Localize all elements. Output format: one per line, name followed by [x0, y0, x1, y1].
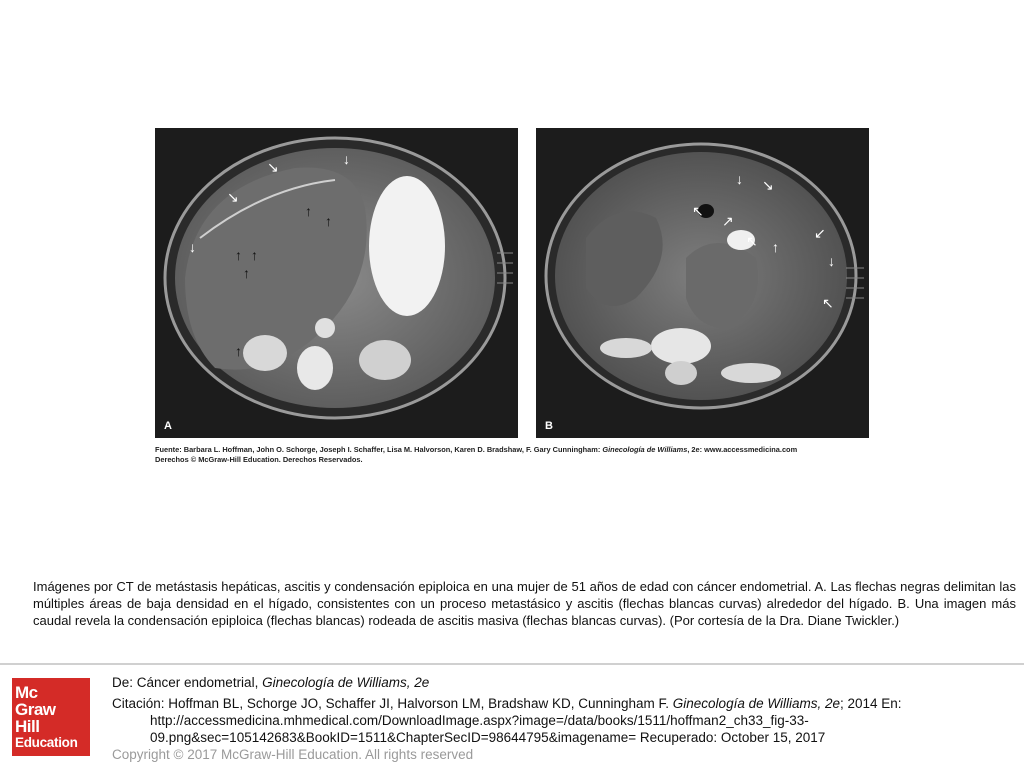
figure-source-credit — [155, 445, 869, 465]
svg-text:↗: ↗ — [722, 213, 734, 229]
svg-text:↘: ↘ — [267, 159, 279, 175]
citation-suffix: ; 2014 En: — [840, 696, 902, 711]
svg-text:↑: ↑ — [305, 203, 312, 219]
svg-text:↑: ↑ — [235, 343, 242, 359]
from-book: Ginecología de Williams, 2e — [262, 675, 430, 690]
citation-url[interactable] — [112, 712, 1012, 746]
logo-line-2: Graw — [15, 700, 56, 719]
svg-text:↖: ↖ — [822, 295, 834, 311]
svg-text:↑: ↑ — [235, 247, 242, 263]
citation-block — [112, 674, 1012, 763]
svg-text:↑: ↑ — [772, 239, 779, 255]
logo-line-3: Hill — [15, 717, 40, 736]
mcgraw-hill-logo — [12, 678, 90, 756]
ct-image-panel-b — [536, 128, 869, 438]
logo-line-1: Mc — [15, 683, 38, 702]
citation-url-part-2[interactable]: 09.png&sec=105142683&BookID=1511&ChapterSecID=98644795&imagename= Recuperado: October 15, 2017 — [150, 730, 826, 745]
footer-divider — [0, 663, 1024, 665]
ct-image-panel-a — [155, 128, 518, 438]
svg-text:↑: ↑ — [243, 265, 250, 281]
svg-text:↖: ↖ — [692, 203, 704, 219]
citation-url-part-1[interactable]: http://accessmedicina.mhmedical.com/DownloadImage.aspx?image=/data/books/1511/hoffman2_ch33_fig-33- — [150, 713, 809, 728]
citation-book: Ginecología de Williams, 2e — [672, 696, 840, 711]
source-rights: Derechos © McGraw-Hill Education. Derechos Reservados. — [155, 455, 363, 464]
svg-text:↑: ↑ — [251, 247, 258, 263]
panel-a-label: A — [164, 420, 172, 432]
figure-caption: Imágenes por CT de metástasis hepáticas, ascitis y condensación epiploica en una mujer de 51 años de edad con cáncer endometrial. A. Las flechas negras delimitan las múltiples áreas de baja densidad en el hígado, consistentes con un proceso metastásico y ascitis (flechas blancas curvas) alrededor del hígado. B. Una imagen más caudal revela la condensación epiploica (flechas blancas) rodeada de ascitis masiva (flechas blancas curvas). (Por cortesía de la Dra. Diane Twickler.) — [33, 579, 1016, 628]
ct-scan-a-graphic — [155, 128, 518, 438]
source-prefix: Fuente: Barbara L. Hoffman, John O. Schorge, Joseph I. Schaffer, Lisa M. Halvorson, Karen D. Bradshaw, F. Gary Cunningham: — [155, 445, 601, 454]
svg-text:↓: ↓ — [189, 239, 196, 255]
source-book: Ginecología de Williams — [602, 445, 688, 454]
svg-text:↓: ↓ — [828, 253, 835, 269]
ct-scan-b-graphic — [536, 128, 869, 438]
from-line — [112, 674, 1012, 691]
svg-text:↘: ↘ — [762, 177, 774, 193]
svg-text:↘: ↘ — [227, 189, 239, 205]
source-suffix: , 2e: www.accessmedicina.com — [687, 445, 798, 454]
logo-line-4: Education — [15, 735, 78, 750]
from-prefix: De: Cáncer endometrial, — [112, 675, 259, 690]
citation-prefix: Citación: Hoffman BL, Schorge JO, Schaffer JI, Halvorson LM, Bradshaw KD, Cunningham F. — [112, 696, 670, 711]
svg-text:↓: ↓ — [343, 151, 350, 167]
svg-text:↑: ↑ — [325, 213, 332, 229]
panel-b-label: B — [545, 420, 553, 432]
svg-text:↓: ↓ — [736, 171, 743, 187]
citation-line — [112, 695, 1012, 712]
svg-text:↖: ↖ — [746, 233, 758, 249]
svg-text:↙: ↙ — [814, 225, 826, 241]
copyright-notice: Copyright © 2017 McGraw-Hill Education. All rights reserved — [112, 747, 474, 762]
